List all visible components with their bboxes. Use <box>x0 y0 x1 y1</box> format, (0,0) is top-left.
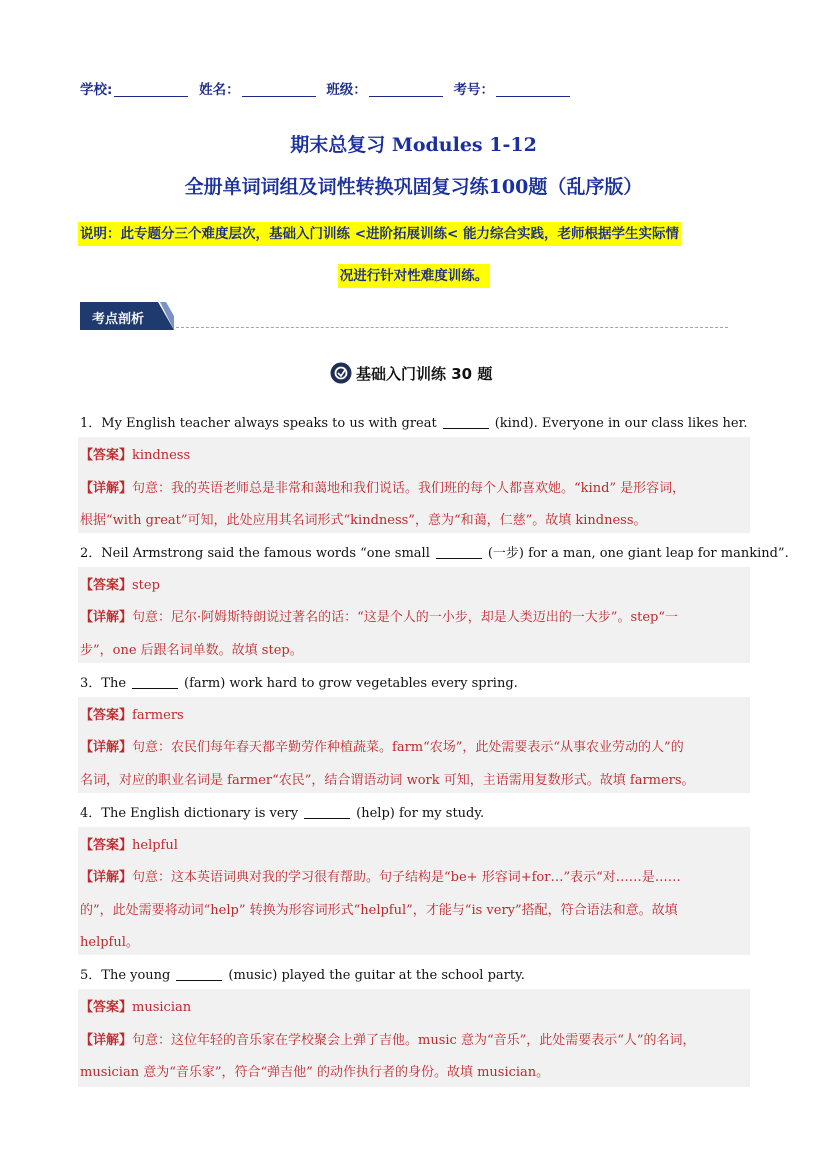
answer-line-5 <box>80 996 750 1015</box>
detail-line: 根据“with great”可知，此处应用其名词形式“kindness”，意为“和蔼，仁慈”。故填 kindness。 <box>80 513 647 528</box>
detail-line <box>80 736 750 755</box>
section-badge-icon <box>330 362 352 384</box>
detail-line: helpful。 <box>80 935 139 950</box>
detail-tag: 【详解】 <box>80 610 133 625</box>
answer-value: musician <box>132 1000 192 1015</box>
answer-blank[interactable] <box>436 546 482 559</box>
answer-blank[interactable] <box>132 676 178 689</box>
detail-text: 句意：农民们每年春天都辛勤劳作种植蔬菜。farm“农场”，此处需要表示“从事农业劳动的人”的 <box>132 740 684 755</box>
dashed-divider <box>176 327 728 328</box>
answer-blank[interactable] <box>443 416 489 429</box>
exam-no-field[interactable] <box>496 82 570 97</box>
question-text: (help) for my study. <box>356 806 485 821</box>
question-5 <box>80 964 525 983</box>
question-text: 2．Neil Armstrong said the famous words “one small <box>80 546 430 561</box>
question-1 <box>80 412 748 431</box>
answer-value: kindness <box>132 448 191 463</box>
page-title: 期末总复习 Modules 1-12 <box>290 134 537 156</box>
school-field[interactable] <box>114 82 188 97</box>
answer-tag: 【答案】 <box>80 1000 133 1015</box>
question-text: 1．My English teacher always speaks to us with great <box>80 416 437 431</box>
question-2 <box>80 542 789 561</box>
question-text: 3．The <box>80 676 127 691</box>
class-field[interactable] <box>369 82 443 97</box>
student-info-line <box>80 78 576 98</box>
page-subtitle: 全册单词词组及词性转换巩固复习练100题（乱序版） <box>184 176 643 198</box>
detail-text: 句意：我的英语老师总是非常和蔼地和我们说话。我们班的每个人都喜欢她。“kind” 是形容词， <box>132 481 686 496</box>
answer-line-1 <box>80 444 750 463</box>
answer-value: helpful <box>132 838 178 853</box>
answer-blank[interactable] <box>304 806 350 819</box>
detail-tag: 【详解】 <box>80 870 133 885</box>
answer-tag: 【答案】 <box>80 838 133 853</box>
answer-tag: 【答案】 <box>80 578 133 593</box>
answer-tag: 【答案】 <box>80 448 133 463</box>
section-title: 基础入门训练 30 题 <box>356 365 493 383</box>
question-3 <box>80 672 518 691</box>
detail-line: 的”，此处需要将动词“help” 转换为形容词形式“helpful”，才能与“is very”搭配，符合语法和意。故填 <box>80 903 678 918</box>
answer-value: farmers <box>132 708 184 723</box>
answer-line-3 <box>80 704 750 723</box>
section-tag-label: 考点剖析 <box>92 312 145 327</box>
answer-line-2 <box>80 574 750 593</box>
detail-text: 句意：尼尔·阿姆斯特朗说过著名的话：“这是个人的一小步，却是人类迈出的一大步”。step“一 <box>132 610 678 625</box>
detail-line: 步”，one 后跟名词单数。故填 step。 <box>80 643 303 658</box>
question-text: (music) played the guitar at the school party. <box>228 968 525 983</box>
detail-tag: 【详解】 <box>80 740 133 755</box>
detail-line: musician 意为“音乐家”，符合“弹吉他” 的动作执行者的身份。故填 musician。 <box>80 1065 550 1080</box>
answer-value: step <box>132 578 160 593</box>
school-label: 学校: <box>80 82 113 98</box>
answer-line-4 <box>80 834 750 853</box>
detail-text: 句意：这位年轻的音乐家在学校聚会上弹了吉他。music 意为“音乐”，此处需要表示“人”的名词， <box>132 1033 696 1048</box>
detail-tag: 【详解】 <box>80 1033 133 1048</box>
detail-line <box>80 606 750 625</box>
question-text: 5．The young <box>80 968 171 983</box>
detail-line: 名词，对应的职业名词是 farmer“农民”，结合谓语动词 work 可知，主语需用复数形式。故填 farmers。 <box>80 773 695 788</box>
note-text-1: 说明：此专题分三个难度层次，基础入门训练 <进阶拓展训练< 能力综合实践，老师根据学生实际情 <box>78 222 681 246</box>
question-text: 4．The English dictionary is very <box>80 806 299 821</box>
note-line-2 <box>78 264 750 284</box>
question-text: (farm) work hard to grow vegetables every spring. <box>184 676 518 691</box>
detail-tag: 【详解】 <box>80 481 133 496</box>
question-text: (一步) for a man, one giant leap for mankind”. <box>487 546 789 561</box>
question-4 <box>80 802 484 821</box>
detail-line <box>80 866 750 885</box>
answer-blank[interactable] <box>176 968 222 981</box>
detail-line <box>80 477 750 496</box>
note-line-1 <box>78 222 750 242</box>
name-label: 姓名： <box>199 82 240 98</box>
detail-text: 句意：这本英语词典对我的学习很有帮助。句子结构是“be+ 形容词+for…”表示“对……是…… <box>132 870 681 885</box>
class-label: 班级： <box>326 82 367 98</box>
detail-line <box>80 1029 750 1048</box>
name-field[interactable] <box>242 82 316 97</box>
note-text-2: 况进行针对性难度训练。 <box>338 264 491 288</box>
exam-no-label: 考号： <box>453 82 495 98</box>
answer-tag: 【答案】 <box>80 708 133 723</box>
question-text: (kind). Everyone in our class likes her. <box>494 416 748 431</box>
